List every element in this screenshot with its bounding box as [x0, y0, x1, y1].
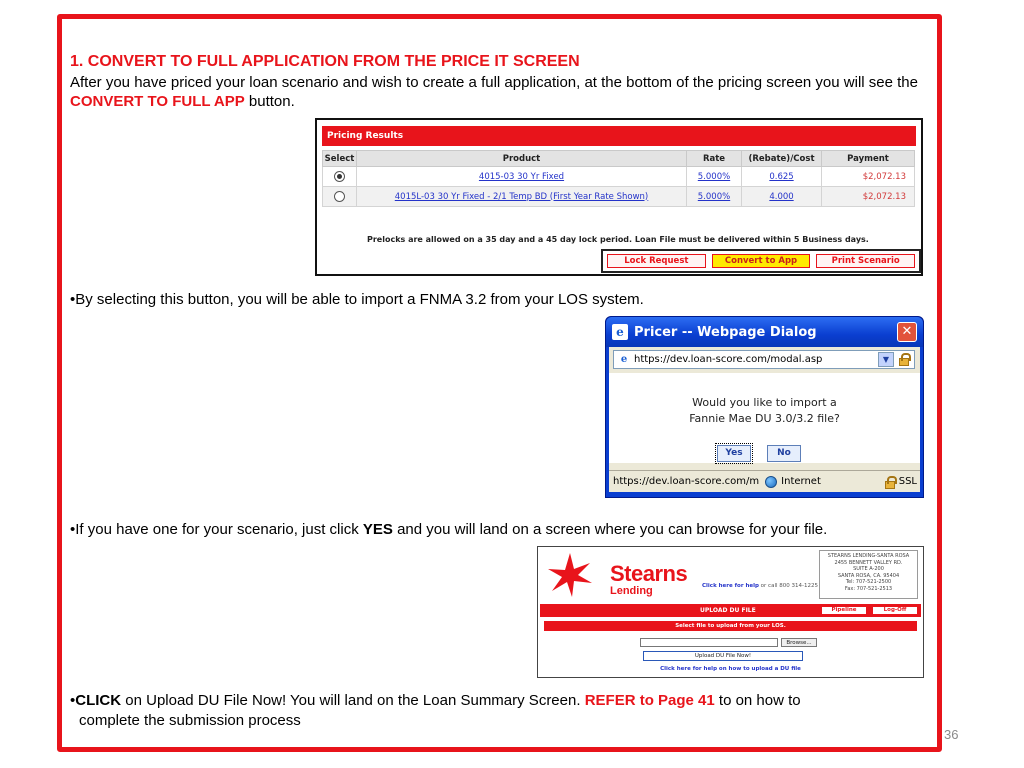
- branch-address: [819, 550, 918, 599]
- product-link[interactable]: 4015-03 30 Yr Fixed: [478, 171, 565, 182]
- lock-icon: [896, 352, 912, 367]
- bullet-yes-a: •If you have one for your scenario, just click: [70, 521, 363, 538]
- no-button[interactable]: No: [767, 445, 801, 462]
- pricing-table: [322, 150, 915, 207]
- rate-cell: [687, 187, 742, 207]
- product-cell: [357, 187, 687, 207]
- address-line: Fax: 707-521-2513: [844, 585, 893, 592]
- refer-emphasis: REFER to Page 41: [584, 692, 715, 709]
- radio-unselected[interactable]: [334, 191, 345, 202]
- col-cost: (Rebate)/Cost: [742, 151, 822, 167]
- product-cell: [357, 167, 687, 187]
- select-cell: [323, 187, 357, 207]
- convert-to-app-button[interactable]: Convert to App: [712, 254, 811, 268]
- dialog-message-line2: Fannie Mae DU 3.0/3.2 file?: [689, 412, 840, 425]
- convert-emphasis: CONVERT TO FULL APP: [70, 93, 245, 110]
- dialog-message-line1: Would you like to import a: [692, 396, 837, 409]
- col-rate: Rate: [687, 151, 742, 167]
- star-logo-icon: [548, 553, 592, 597]
- click-emphasis: CLICK: [75, 692, 122, 709]
- yes-emphasis: YES: [362, 521, 393, 538]
- upload-du-file-now-button[interactable]: Upload DU File Now!: [643, 651, 803, 661]
- slide-title: 1. CONVERT TO FULL APPLICATION FROM THE PRICE IT SCREEN: [70, 53, 580, 70]
- print-scenario-button[interactable]: Print Scenario: [816, 254, 915, 268]
- upload-title: UPLOAD DU FILE: [700, 607, 756, 614]
- ssl-indicator: [882, 475, 920, 489]
- dropdown-icon[interactable]: ▼: [878, 352, 894, 367]
- dialog-buttons: [717, 445, 801, 462]
- lock-icon: [882, 475, 896, 489]
- bullet-click-a: •: [70, 692, 76, 709]
- intro-text-end: button.: [244, 93, 295, 110]
- upload-du-panel: [537, 546, 924, 678]
- rate-link[interactable]: 5.000%: [697, 171, 731, 182]
- status-url: https://dev.loan-score.com/m: [613, 476, 760, 487]
- logoff-button[interactable]: Log-Off: [872, 606, 918, 615]
- status-zone: Internet: [781, 476, 821, 487]
- dialog-status-bar: [609, 470, 920, 492]
- brand-sub: Lending: [610, 585, 653, 597]
- dialog-titlebar: [606, 317, 923, 347]
- upload-title-bar: [540, 604, 921, 617]
- webpage-dialog: [605, 316, 924, 498]
- bullet-click-continued: complete the submission process: [79, 712, 301, 729]
- intro-text-part: After you have priced your loan scenario and wish to create a full application, at the bottom of the pricing screen you will see the: [70, 74, 918, 91]
- ie-icon: e: [620, 353, 628, 365]
- bullet-click-c: on Upload DU File Now! You will land on the Loan Summary Screen.: [121, 692, 585, 709]
- col-payment: Payment: [822, 151, 915, 167]
- yes-button[interactable]: Yes: [717, 445, 751, 462]
- dialog-address-bar: [613, 350, 915, 369]
- cost-link[interactable]: 0.625: [769, 171, 794, 182]
- col-product: Product: [357, 151, 687, 167]
- dialog-title: Pricer -- Webpage Dialog: [634, 324, 817, 340]
- address-line: Tel: 707-521-2500: [845, 579, 892, 585]
- cost-cell: [742, 167, 822, 187]
- browse-button[interactable]: Browse...: [781, 638, 817, 647]
- product-link[interactable]: 4015L-03 30 Yr Fixed - 2/1 Temp BD (First Year Rate Shown): [394, 191, 649, 202]
- globe-icon: [765, 476, 777, 488]
- brand-name: Stearns: [610, 561, 688, 586]
- table-row: [323, 187, 915, 207]
- bullet-click: [70, 691, 801, 710]
- rate-link[interactable]: 5.000%: [697, 191, 731, 202]
- bullet-import: •By selecting this button, you will be able to import a FNMA 3.2 from your LOS system.: [70, 291, 644, 308]
- pricing-button-row: [601, 249, 921, 273]
- address-line: 2455 BENNETT VALLEY RD.: [834, 559, 903, 566]
- lock-request-button[interactable]: Lock Request: [607, 254, 706, 268]
- cost-link[interactable]: 4.000: [769, 191, 794, 202]
- payment-cell: $2,072.13: [822, 167, 915, 187]
- ie-icon: e: [612, 324, 628, 340]
- col-select: Select: [323, 151, 357, 167]
- address-line: SUITE A-200: [853, 566, 884, 572]
- radio-selected[interactable]: [334, 171, 345, 182]
- rate-cell: [687, 167, 742, 187]
- help-line: [702, 583, 818, 589]
- bullet-yes-c: and you will land on a screen where you can browse for your file.: [392, 521, 828, 538]
- dialog-url: https://dev.loan-score.com/modal.asp: [634, 354, 823, 365]
- upload-help-link[interactable]: Click here for help on how to upload a DU file: [660, 666, 801, 672]
- select-file-label: Select file to upload from your LOS.: [544, 621, 917, 631]
- file-path-input[interactable]: [640, 638, 778, 647]
- pricing-table-header: [323, 151, 915, 167]
- table-row: [323, 167, 915, 187]
- select-cell: [323, 167, 357, 187]
- cost-cell: [742, 187, 822, 207]
- prelock-note: Prelocks are allowed on a 35 day and a 45 day lock period. Loan File must be delivered within 5 Business days.: [367, 235, 869, 244]
- dialog-message: [609, 373, 920, 463]
- dialog-body: [609, 347, 920, 492]
- address-line: SANTA ROSA, CA. 95404: [837, 572, 900, 579]
- page-number: 36: [944, 727, 959, 742]
- payment-cell: $2,072.13: [822, 187, 915, 207]
- bullet-click-e: to on how to: [714, 692, 801, 709]
- intro-text: [70, 73, 930, 111]
- pricing-results-header: Pricing Results: [322, 126, 916, 146]
- pipeline-button[interactable]: Pipeline: [821, 606, 867, 615]
- bullet-yes: [70, 520, 827, 539]
- help-link[interactable]: Click here for help: [702, 583, 759, 589]
- help-phone: or call 800 314-1225: [758, 583, 818, 589]
- pricing-results-panel: [315, 118, 923, 276]
- close-icon[interactable]: ✕: [897, 322, 917, 342]
- ssl-label: SSL: [898, 476, 917, 487]
- address-line: STEARNS LENDING-SANTA ROSA: [827, 553, 910, 559]
